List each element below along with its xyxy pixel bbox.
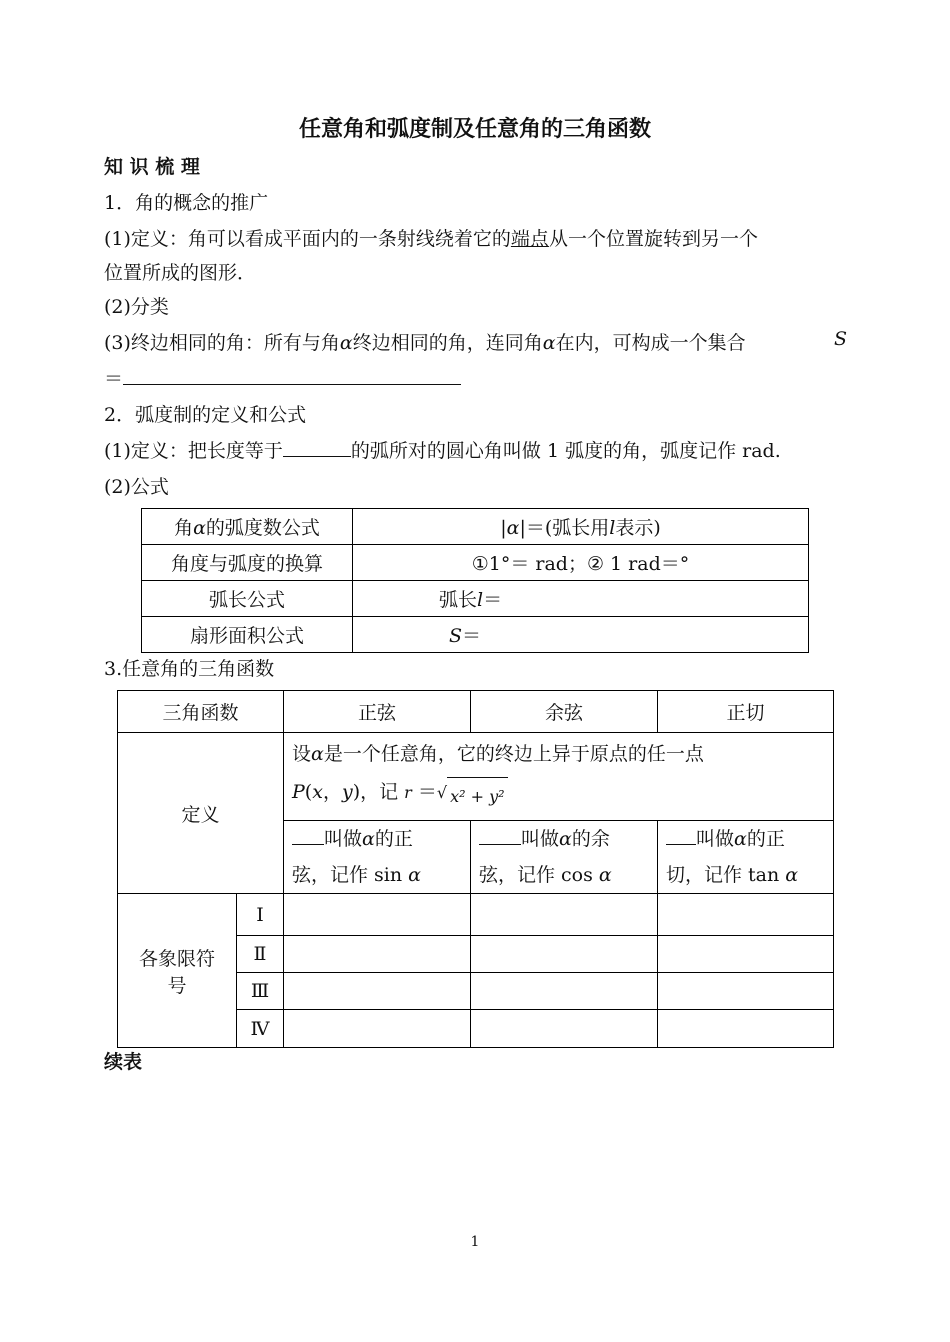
sign-cell[interactable] bbox=[471, 894, 658, 936]
row-value: |α|＝(弧长用l表示) bbox=[353, 509, 809, 545]
page-number: 1 bbox=[470, 1234, 480, 1250]
row-value: ①1°＝ rad；② 1 rad＝° bbox=[353, 545, 809, 581]
table-row bbox=[142, 509, 809, 545]
header-cell: 三角函数 bbox=[118, 691, 284, 733]
s1-set-blank-line bbox=[104, 364, 461, 391]
sqrt-expression: √ x² + y² bbox=[437, 774, 508, 816]
sign-cell[interactable] bbox=[471, 973, 658, 1010]
definition-label: 定义 bbox=[118, 733, 284, 894]
row-label: 扇形面积公式 bbox=[142, 617, 353, 653]
page-title: 任意角和弧度制及任意角的三角函数 bbox=[298, 117, 651, 142]
header-cell: 正弦 bbox=[284, 691, 471, 733]
quadrant-label: Ⅰ bbox=[237, 894, 284, 936]
quadrant-label: Ⅱ bbox=[237, 936, 284, 973]
sign-cell[interactable] bbox=[471, 1010, 658, 1048]
s1-def-suffix: 从一个位置旋转到另一个 bbox=[548, 228, 758, 250]
answer-blank[interactable] bbox=[292, 826, 324, 845]
sign-cell[interactable] bbox=[658, 1010, 834, 1048]
sign-cell[interactable] bbox=[284, 1010, 471, 1048]
equals-sign: ＝ bbox=[104, 368, 124, 390]
s3-heading: 3.任意角的三角函数 bbox=[104, 658, 275, 680]
table-row bbox=[142, 617, 809, 653]
row-label: 角度与弧度的换算 bbox=[142, 545, 353, 581]
s2-heading: 2．弧度制的定义和公式 bbox=[104, 404, 307, 426]
row-value: 弧长l＝ bbox=[353, 581, 809, 617]
s1-def-underlined: 端点 bbox=[510, 228, 549, 250]
table-row bbox=[142, 545, 809, 581]
sign-cell[interactable] bbox=[658, 894, 834, 936]
answer-blank[interactable] bbox=[666, 826, 696, 845]
sign-cell[interactable] bbox=[658, 973, 834, 1010]
alpha-symbol: α bbox=[542, 332, 556, 354]
s2-def-b: 的弧所对的圆心角叫做 1 弧度的角，弧度记作 rad. bbox=[350, 440, 781, 462]
header-cell: 正切 bbox=[658, 691, 834, 733]
trig-function-table bbox=[117, 690, 834, 1048]
s1-def-prefix: (1)定义：角可以看成平面内的一条射线绕着它的 bbox=[104, 228, 511, 250]
s1-heading: 1．角的概念的推广 bbox=[104, 192, 269, 214]
row-value: S＝ bbox=[353, 617, 809, 653]
table-row bbox=[142, 581, 809, 617]
row-label: 弧长公式 bbox=[142, 581, 353, 617]
set-symbol-S: S bbox=[834, 328, 848, 350]
sign-cell[interactable] bbox=[284, 973, 471, 1010]
answer-blank[interactable] bbox=[283, 438, 351, 457]
sine-definition: 叫做α的正 弦，记作 sin α bbox=[284, 821, 471, 894]
s1-coterminal bbox=[104, 328, 746, 355]
coterminal-text-c: 在内，可构成一个集合 bbox=[555, 332, 746, 354]
s2-definition bbox=[104, 436, 781, 463]
header-cell: 余弦 bbox=[471, 691, 658, 733]
radian-formula-table bbox=[141, 508, 809, 653]
signs-label: 各象限符 号 bbox=[118, 894, 237, 1048]
sign-cell[interactable] bbox=[658, 936, 834, 973]
s1-classify: (2)分类 bbox=[104, 296, 169, 318]
quadrant-label: Ⅲ bbox=[237, 973, 284, 1010]
definition-cell: 设α是一个任意角，它的终边上异于原点的任一点 P(x，y)，记 r ＝√ x² + y² bbox=[284, 733, 834, 821]
quadrant-label: Ⅳ bbox=[237, 1010, 284, 1048]
answer-blank[interactable] bbox=[123, 366, 461, 385]
tangent-definition: 叫做α的正 切，记作 tan α bbox=[658, 821, 834, 894]
row-label: 角α的弧度数公式 bbox=[142, 509, 353, 545]
coterminal-text-b: 终边相同的角，连同角 bbox=[352, 332, 543, 354]
alpha-symbol: α bbox=[339, 332, 353, 354]
s2-formula-heading: (2)公式 bbox=[104, 476, 169, 498]
coterminal-text-a: (3)终边相同的角：所有与角 bbox=[104, 332, 340, 354]
s2-def-a: (1)定义：把长度等于 bbox=[104, 440, 283, 462]
continued-label: 续表 bbox=[104, 1051, 143, 1073]
table-header-row bbox=[118, 691, 834, 733]
answer-blank[interactable] bbox=[479, 826, 521, 845]
s1-definition-line2: 位置所成的图形． bbox=[104, 262, 257, 284]
quadrant-row bbox=[118, 894, 834, 936]
sign-cell[interactable] bbox=[471, 936, 658, 973]
table-row bbox=[118, 733, 834, 821]
sign-cell[interactable] bbox=[284, 894, 471, 936]
sign-cell[interactable] bbox=[284, 936, 471, 973]
section-heading: 知 识 梳 理 bbox=[104, 156, 200, 178]
cosine-definition: 叫做α的余 弦，记作 cos α bbox=[471, 821, 658, 894]
s1-definition-line1 bbox=[104, 224, 758, 251]
